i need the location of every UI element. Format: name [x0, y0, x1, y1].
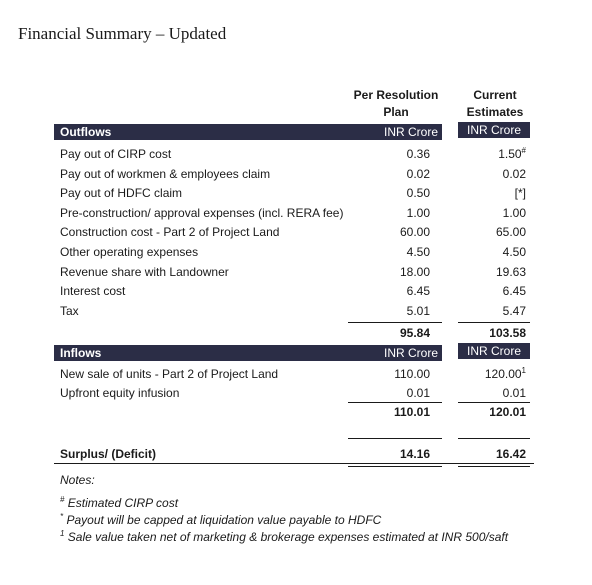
table-row — [60, 223, 540, 241]
row-value-plan: 0.36 — [406, 147, 430, 161]
surplus-top-rule-plan — [348, 438, 442, 439]
note-mark: * — [60, 512, 64, 521]
row-value-current — [456, 243, 526, 261]
row-value-current-text: 1.00 — [502, 205, 526, 220]
row-value-current — [456, 165, 526, 183]
row-label: Other operating expenses — [60, 245, 199, 259]
row-value-current — [456, 204, 526, 222]
row-value-plan: 0.01 — [406, 386, 430, 400]
row-label: Pay out of HDFC claim — [60, 186, 183, 201]
surplus-double-rule-current — [458, 466, 530, 467]
row-label: Pre-construction/ approval expenses (incl. RERA fee) — [60, 205, 344, 220]
inflows-total-plan: 110.01 — [393, 405, 430, 419]
row-value-current-text: [*] — [514, 186, 526, 201]
row-label: Upfront equity infusion — [60, 386, 180, 400]
outflows-total-current: 103.58 — [489, 326, 526, 340]
outflows-total-row — [60, 324, 540, 342]
row-value-current — [456, 302, 526, 320]
column-header-current: Current Estimates — [466, 88, 524, 119]
surplus-plan: 14.16 — [399, 447, 430, 461]
note-text: Payout will be capped at liquidation value payable to HDFC — [66, 513, 382, 527]
row-value-current — [456, 145, 526, 163]
row-value-plan: 1.00 — [406, 205, 430, 220]
row-value-plan: 6.45 — [406, 284, 430, 299]
notes-title: Notes: — [60, 473, 95, 487]
page-title: Financial Summary – Updated — [18, 24, 227, 43]
row-value-current — [456, 184, 526, 202]
row-value-plan: 0.02 — [406, 166, 430, 181]
note-text: Estimated CIRP cost — [67, 496, 179, 510]
row-value-current-text: 4.50 — [502, 245, 526, 259]
table-row — [60, 204, 540, 222]
row-value-plan: 4.50 — [406, 245, 430, 259]
row-value-current — [456, 384, 526, 402]
footnote-mark: # — [521, 146, 526, 155]
surplus-row — [60, 445, 540, 463]
surplus-double-rule-plan — [348, 466, 442, 467]
row-value-current-text: 120.00 — [484, 367, 522, 381]
row-value-current-text: 65.00 — [495, 225, 526, 240]
row-value-current-text: 1.50 — [498, 147, 522, 161]
table-row — [60, 263, 540, 281]
row-label: New sale of units - Part 2 of Project Land — [60, 367, 279, 381]
note-mark: # — [60, 495, 65, 504]
row-label: Pay out of CIRP cost — [60, 147, 172, 161]
row-label: Construction cost - Part 2 of Project Land — [60, 225, 280, 240]
row-label: Interest cost — [60, 284, 126, 299]
row-value-current-text: 6.45 — [502, 284, 526, 299]
row-value-current — [456, 223, 526, 241]
row-label: Pay out of workmen & employees claim — [60, 166, 271, 181]
outflows-unit-current: INR Crore — [458, 122, 530, 138]
table-row — [60, 384, 540, 402]
row-label: Tax — [60, 303, 79, 318]
note-item — [60, 512, 508, 529]
row-value-current — [456, 263, 526, 281]
row-value-plan: 5.01 — [406, 303, 430, 318]
outflows-total-rule-plan — [348, 322, 442, 323]
row-value-plan: 0.50 — [406, 186, 430, 201]
row-value-current — [456, 282, 526, 300]
outflows-total-plan: 95.84 — [399, 326, 430, 340]
outflows-header: Outflows — [54, 124, 434, 140]
surplus-current: 16.42 — [495, 447, 526, 461]
surplus-label: Surplus/ (Deficit) — [60, 447, 157, 461]
inflows-total-current: 120.01 — [489, 405, 526, 419]
table-row — [60, 184, 540, 202]
notes-section — [60, 472, 508, 546]
row-value-current-text: 0.01 — [502, 386, 526, 400]
inflows-total-row — [60, 403, 540, 421]
row-value-current-text: 5.47 — [502, 303, 526, 318]
inflows-unit-current: INR Crore — [458, 343, 530, 359]
row-value-plan: 60.00 — [399, 225, 430, 240]
table-row — [60, 165, 540, 183]
note-text: Sale value taken net of marketing & brokerage expenses estimated at INR 500/saft — [67, 530, 509, 544]
row-value-plan: 18.00 — [399, 264, 430, 279]
row-label: Revenue share with Landowner — [60, 264, 229, 279]
table-row — [60, 282, 540, 300]
table-row — [60, 302, 540, 320]
column-header-plan: Per Resolution Plan — [353, 88, 439, 119]
inflows-unit-plan: INR Crore — [348, 345, 442, 361]
table-row — [60, 145, 540, 163]
note-item — [60, 495, 508, 512]
table-row — [60, 243, 540, 261]
surplus-top-rule-current — [458, 438, 530, 439]
note-mark: 1 — [60, 529, 65, 538]
row-value-current-text: 0.02 — [502, 166, 526, 181]
outflows-total-rule-current — [458, 322, 530, 323]
surplus-bottom-rule — [54, 463, 534, 464]
inflows-header: Inflows — [54, 345, 434, 361]
row-value-current — [456, 365, 526, 383]
table-row — [60, 365, 540, 383]
outflows-unit-plan: INR Crore — [348, 124, 442, 140]
row-value-plan: 110.00 — [394, 367, 430, 381]
footnote-mark: 1 — [521, 366, 526, 375]
row-value-current-text: 19.63 — [495, 264, 526, 279]
note-item — [60, 529, 508, 546]
